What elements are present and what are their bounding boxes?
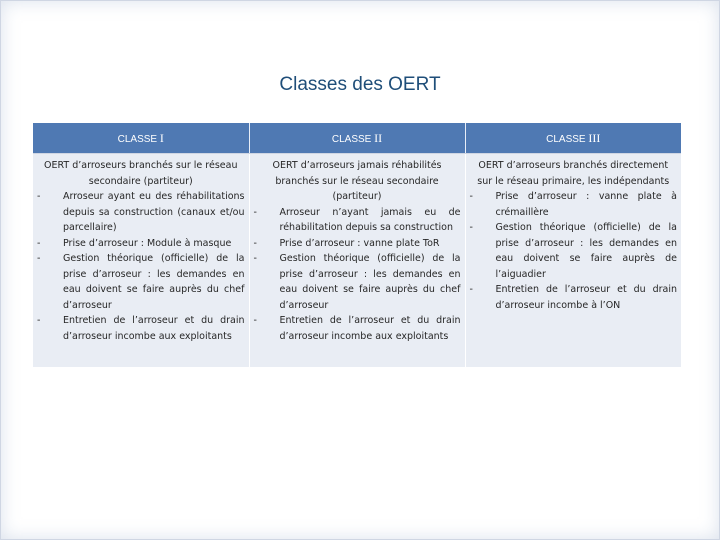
list-item: - Arroseur n’ayant jamais eu de réhabilitation depuis sa construction [253,206,461,233]
list-item: - Entretien de l’arroseur et du drain d’arroseur incombe aux exploitants [37,315,245,342]
list-item: - Prise d’arroseur : vanne plate ToR [253,237,440,249]
cell-classe-2 [249,154,465,368]
cell-intro: OERT d’arroseurs branchés directement sur le réseau primaire, les indépendants [477,160,670,187]
list-item: - Arroseur ayant eu des réhabilitations depuis sa construction (canaux et/ou parcellaire) [37,191,245,233]
list-item: - Entretien de l’arroseur et du drain d’arroseur incombe à l’ON [469,284,677,311]
header-row [33,123,681,154]
cell-intro: OERT d’arroseurs jamais réhabilités branchés sur le réseau secondaire (partiteur) [272,160,442,202]
item-list [254,205,461,345]
table-row [33,154,681,368]
header-classe-2: CLASSE II [249,123,465,154]
list-item: - Gestion théorique (officielle) de la prise d’arroseur : les demandes en eau doivent se faire auprès du chef d’arroseur [37,253,245,311]
slide-title: Classes des OERT [279,74,441,95]
cell-classe-3 [465,154,681,368]
cell-intro: OERT d’arroseurs branchés sur le réseau secondaire (partiteur) [44,160,238,187]
list-item: - Prise d’arroseur : vanne plate à crémaillère [469,191,677,218]
list-item: - Entretien de l’arroseur et du drain d’arroseur incombe aux exploitants [253,315,461,342]
list-item: - Gestion théorique (officielle) de la prise d’arroseur : les demandes en eau doivent se faire auprès du chef d’arroseur [253,253,461,311]
cell-classe-1 [33,154,249,368]
list-item: - Prise d’arroseur : Module à masque [37,237,232,249]
item-list [470,189,678,313]
classes-table [33,123,681,367]
list-item: - Gestion théorique (officielle) de la prise d’arroseur : les demandes en eau doivent se faire auprès de l’aiguadier [469,222,677,280]
header-classe-1: CLASSE I [33,123,249,154]
header-classe-3: CLASSE III [465,123,681,154]
item-list [37,189,245,344]
